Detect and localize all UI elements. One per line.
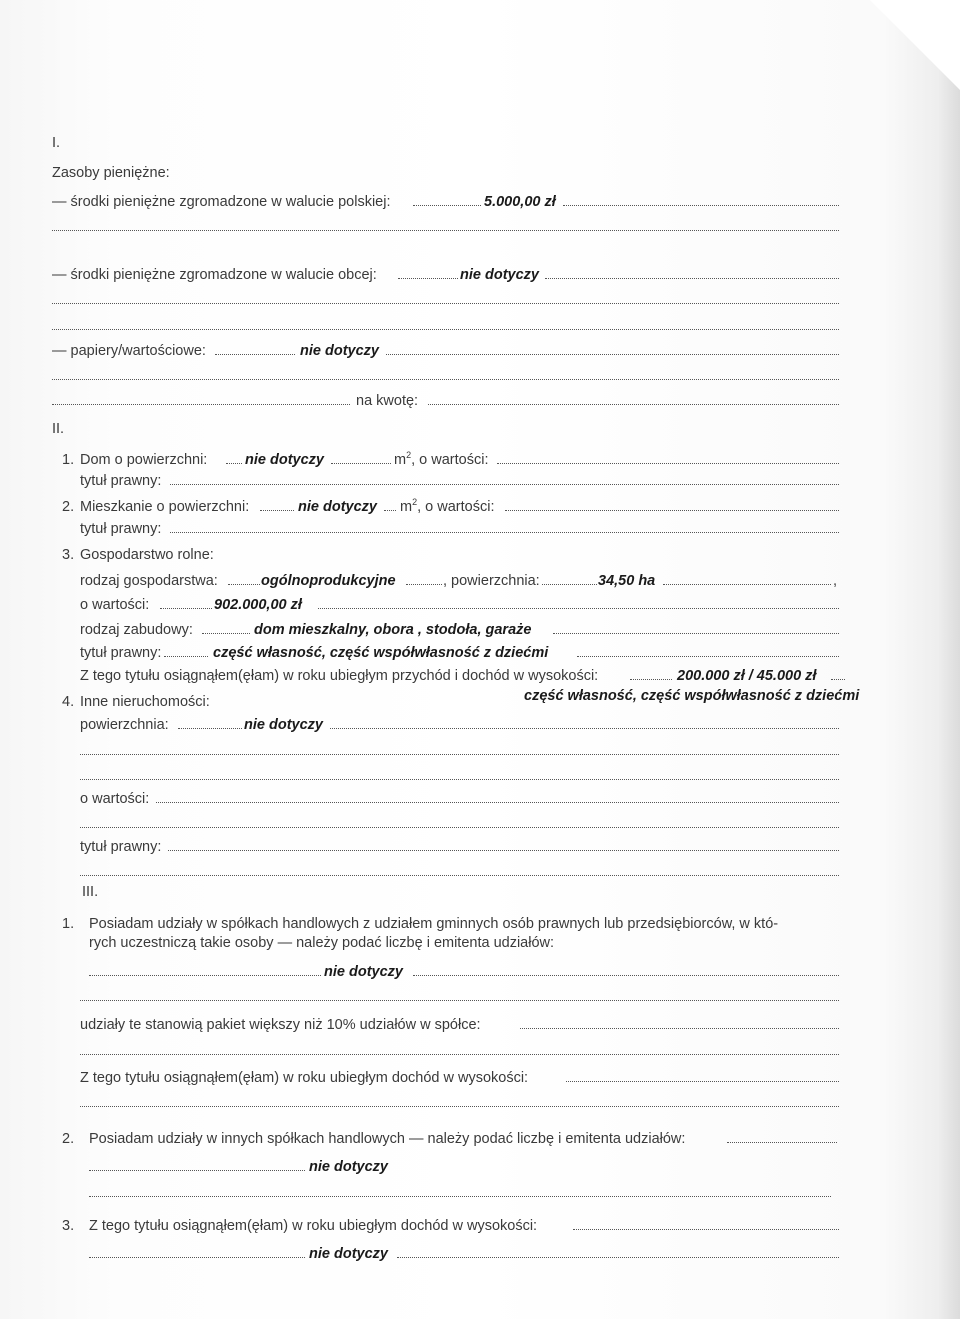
cash-foreign-value: nie dotyczy bbox=[460, 267, 539, 283]
flat-value: nie dotyczy bbox=[298, 499, 377, 515]
dotted-line bbox=[52, 301, 839, 304]
dotted-line bbox=[215, 352, 295, 355]
dotted-line bbox=[260, 508, 294, 511]
dotted-line bbox=[160, 606, 212, 609]
house-title-label: tytuł prawny: bbox=[80, 473, 162, 489]
other-title-label: tytuł prawny: bbox=[80, 839, 162, 855]
dotted-line bbox=[545, 276, 839, 279]
dotted-line bbox=[497, 461, 839, 464]
dotted-line bbox=[406, 582, 442, 585]
dotted-line bbox=[330, 726, 839, 729]
dotted-line bbox=[164, 654, 208, 657]
farm-income-note: część własność, część współwłasność z dziećmi bbox=[524, 688, 860, 704]
dotted-line bbox=[566, 1079, 839, 1082]
dotted-line bbox=[168, 848, 839, 851]
item-number: 3. bbox=[62, 547, 75, 563]
dotted-line bbox=[331, 461, 391, 464]
dotted-line bbox=[89, 1255, 305, 1258]
dotted-line bbox=[630, 677, 672, 680]
securities-value: nie dotyczy bbox=[300, 343, 379, 359]
farm-value-value: 902.000,00 zł bbox=[214, 597, 302, 613]
section-III-heading: III. bbox=[82, 884, 99, 900]
flat-label: Mieszkanie o powierzchni: bbox=[80, 499, 250, 515]
dotted-line bbox=[80, 825, 839, 828]
farm-type-value: ogólnoprodukcyjne bbox=[261, 573, 396, 589]
dotted-line bbox=[89, 1168, 305, 1171]
farm-income-label: Z tego tytułu osiągnąłem(ęłam) w roku ubiegłym przychód i dochód w wysokości: bbox=[80, 668, 599, 684]
dotted-line bbox=[52, 228, 839, 231]
dotted-line bbox=[170, 530, 839, 533]
dotted-line bbox=[80, 998, 839, 1001]
dotted-line bbox=[318, 606, 839, 609]
section-II-heading: II. bbox=[52, 421, 65, 437]
item-number: 1. bbox=[62, 452, 75, 468]
dotted-line bbox=[398, 276, 458, 279]
dotted-line bbox=[52, 377, 839, 380]
dotted-line bbox=[202, 631, 250, 634]
section-I-title: Zasoby pieniężne: bbox=[52, 165, 170, 181]
q1-text-line2: rych uczestniczą takie osoby — należy podać liczbę i emitenta udziałów: bbox=[89, 935, 555, 951]
dotted-line bbox=[89, 973, 321, 976]
q2-value: nie dotyczy bbox=[309, 1159, 388, 1175]
dotted-line bbox=[505, 508, 839, 511]
other-property-label: Inne nieruchomości: bbox=[80, 694, 210, 710]
item-number: 2. bbox=[62, 1131, 75, 1147]
dotted-line bbox=[563, 203, 839, 206]
q1-income-label: Z tego tytułu osiągnąłem(ęłam) w roku ubiegłym dochód w wysokości: bbox=[80, 1070, 529, 1086]
item-number: 1. bbox=[62, 916, 75, 932]
item-number: 3. bbox=[62, 1218, 75, 1234]
page-edge-shadow bbox=[938, 0, 960, 1319]
farm-income-value: 200.000 zł / 45.000 zł bbox=[677, 668, 817, 684]
dotted-line bbox=[170, 482, 839, 485]
cash-pln-label: — środki pieniężne zgromadzone w walucie polskiej: bbox=[52, 194, 391, 210]
page-folded-corner bbox=[870, 0, 960, 90]
other-value-label: o wartości: bbox=[80, 791, 150, 807]
dotted-line bbox=[52, 402, 350, 405]
dotted-line bbox=[226, 461, 242, 464]
dotted-line bbox=[89, 1194, 831, 1197]
q1-value: nie dotyczy bbox=[324, 964, 403, 980]
farm-area-label: , powierzchnia: bbox=[443, 573, 540, 589]
item-number: 4. bbox=[62, 694, 75, 710]
farm-label: Gospodarstwo rolne: bbox=[80, 547, 214, 563]
dotted-line bbox=[384, 508, 396, 511]
flat-title-label: tytuł prawny: bbox=[80, 521, 162, 537]
q1-text-line1: Posiadam udziały w spółkach handlowych z udziałem gminnych osób prawnych lub przedsiębiorców, w któ- bbox=[89, 916, 779, 932]
section-I-heading: I. bbox=[52, 135, 61, 151]
q2-label: Posiadam udziały w innych spółkach handlowych — należy podać liczbę i emitenta udziałów: bbox=[89, 1131, 686, 1147]
dotted-line bbox=[80, 1052, 839, 1055]
dotted-line bbox=[727, 1140, 837, 1143]
q3-label: Z tego tytułu osiągnąłem(ęłam) w roku ubiegłym dochód w wysokości: bbox=[89, 1218, 538, 1234]
dotted-line bbox=[80, 752, 839, 755]
dotted-line bbox=[80, 777, 839, 780]
dotted-line bbox=[428, 402, 839, 405]
dotted-line bbox=[831, 677, 845, 680]
dotted-line bbox=[520, 1026, 839, 1029]
flat-area-unit: $m^2$, o wartości: bbox=[400, 497, 495, 515]
buildings-label: rodzaj zabudowy: bbox=[80, 622, 193, 638]
farm-type-label: rodzaj gospodarstwa: bbox=[80, 573, 218, 589]
item-number: 2. bbox=[62, 499, 75, 515]
farm-value-label: o wartości: bbox=[80, 597, 150, 613]
house-area-unit: $m^2$, o wartości: bbox=[394, 450, 489, 468]
other-area-label: powierzchnia: bbox=[80, 717, 169, 733]
farm-title-value: część własność, część współwłasność z dziećmi bbox=[213, 645, 549, 661]
q1-percent-label: udziały te stanowią pakiet większy niż 10% udziałów w spółce: bbox=[80, 1017, 481, 1033]
house-label: Dom o powierzchni: bbox=[80, 452, 208, 468]
dotted-line bbox=[553, 631, 839, 634]
dotted-line bbox=[397, 1255, 839, 1258]
other-area-value: nie dotyczy bbox=[244, 717, 323, 733]
comma: , bbox=[833, 573, 838, 589]
securities-label: — papiery/wartościowe: bbox=[52, 343, 206, 359]
dotted-line bbox=[228, 582, 260, 585]
dotted-line bbox=[413, 203, 481, 206]
dotted-line bbox=[386, 352, 839, 355]
buildings-value: dom mieszkalny, obora , stodoła, garaże bbox=[254, 622, 532, 638]
farm-title-label: tytuł prawny: bbox=[80, 645, 162, 661]
q3-value: nie dotyczy bbox=[309, 1246, 388, 1262]
dotted-line bbox=[577, 654, 839, 657]
dotted-line bbox=[542, 582, 597, 585]
dotted-line bbox=[80, 1104, 839, 1107]
dotted-line bbox=[156, 800, 839, 803]
dotted-line bbox=[52, 327, 839, 330]
dotted-line bbox=[663, 582, 831, 585]
cash-pln-value: 5.000,00 zł bbox=[484, 194, 556, 210]
cash-foreign-label: — środki pieniężne zgromadzone w walucie obcej: bbox=[52, 267, 377, 283]
house-value: nie dotyczy bbox=[245, 452, 324, 468]
farm-area-value: 34,50 ha bbox=[598, 573, 656, 589]
dotted-line bbox=[80, 873, 839, 876]
dotted-line bbox=[573, 1227, 839, 1230]
dotted-line bbox=[413, 973, 839, 976]
dotted-line bbox=[178, 726, 242, 729]
amount-label: na kwotę: bbox=[356, 393, 419, 409]
